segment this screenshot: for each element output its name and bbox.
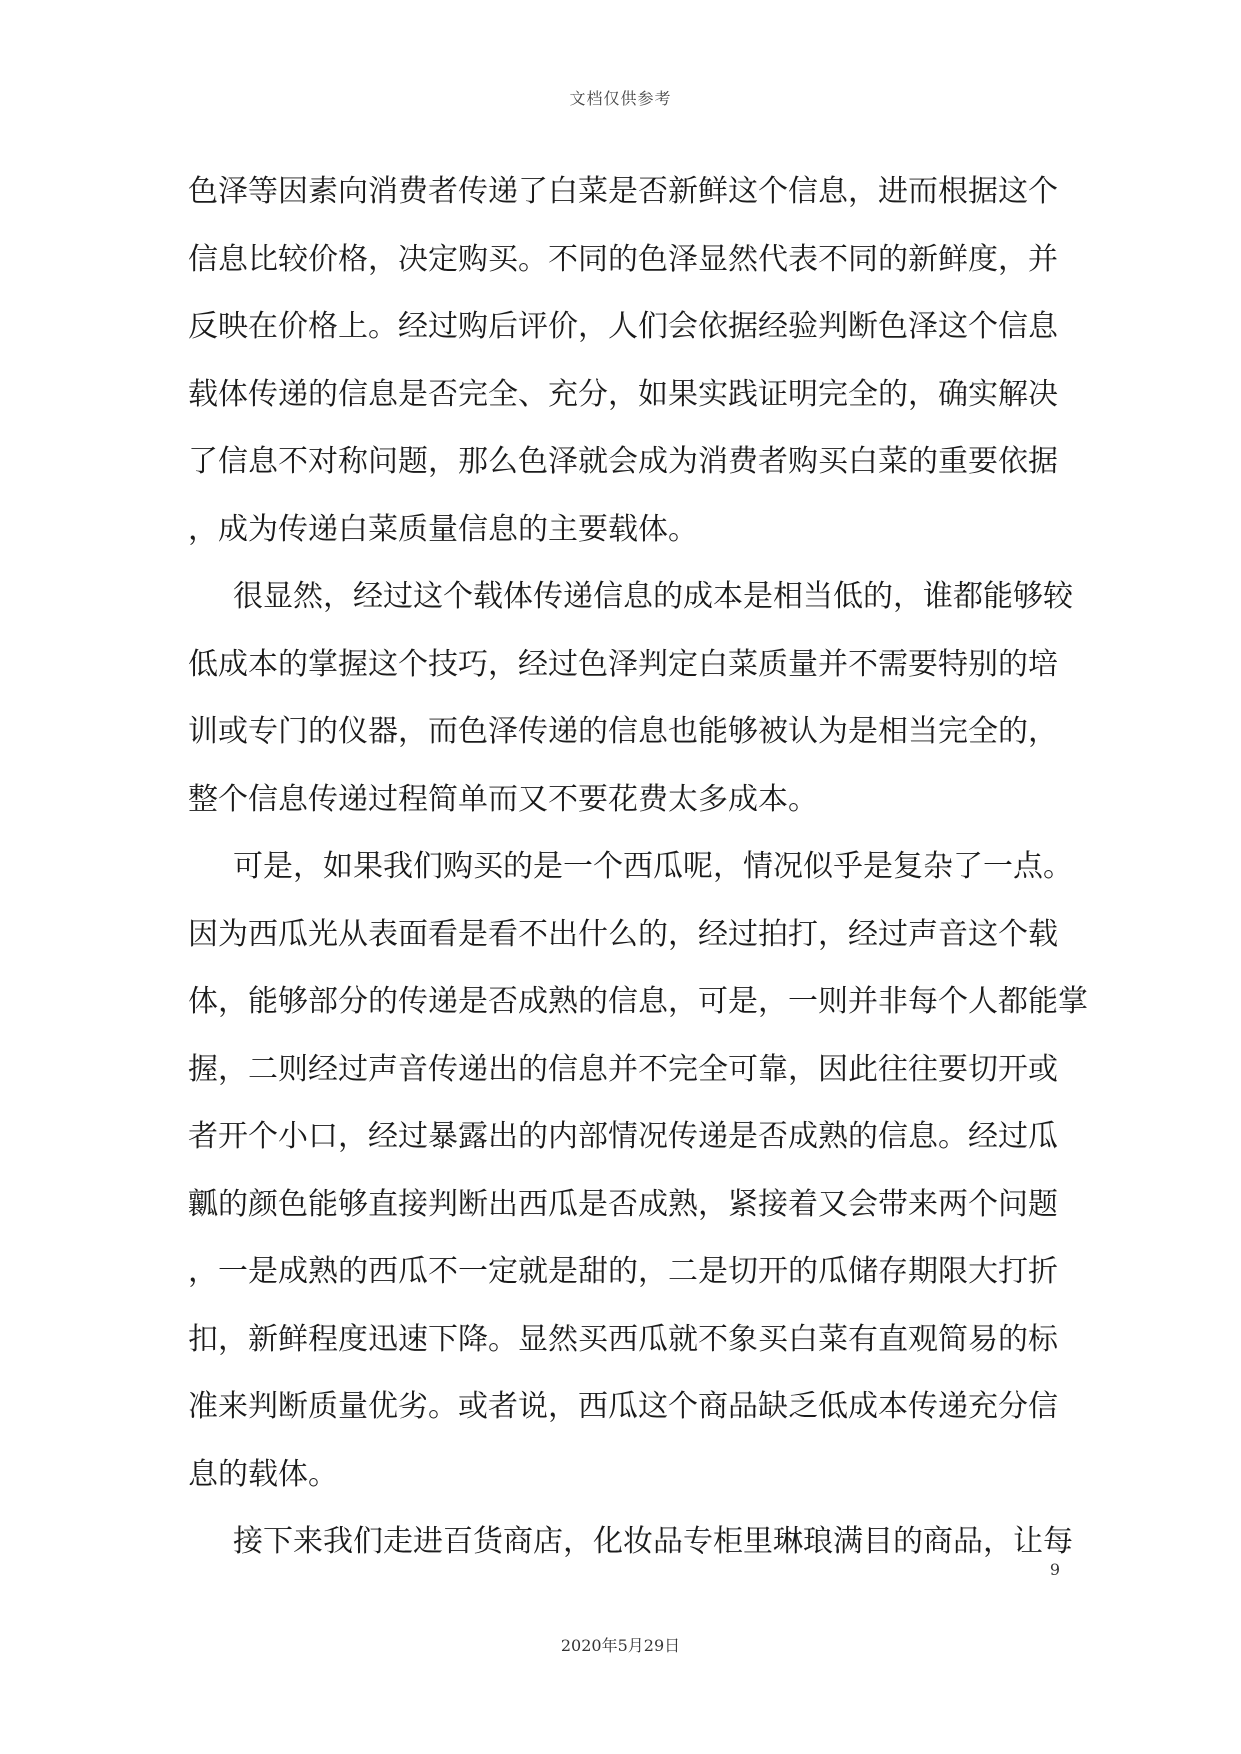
page-date: 2020年5月29日 bbox=[560, 1636, 681, 1655]
text-line: 低成本的掌握这个技巧，经过色泽判定白菜质量并不需要特别的培 bbox=[188, 646, 1058, 682]
text-line: 信息比较价格，决定购买。不同的色泽显然代表不同的新鲜度，并 bbox=[188, 241, 1058, 277]
text-line: 反映在价格上。经过购后评价，人们会依据经验判断色泽这个信息 bbox=[188, 309, 1058, 344]
text-line: 训或专门的仪器，而色泽传递的信息也能够被认为是相当完全的， bbox=[188, 714, 1058, 749]
paragraph-first-line: 接下来我们走进百货商店，化妆品专柜里琳琅满目的商品，让每 bbox=[233, 1524, 1073, 1559]
text-line: 扣，新鲜程度迅速下降。显然买西瓜就不象买白菜有直观简易的标 bbox=[188, 1321, 1058, 1357]
paragraph-first-line: 可是，如果我们购买的是一个西瓜呢，情况似乎是复杂了一点。 bbox=[233, 849, 1073, 884]
text-line: 握，二则经过声音传递出的信息并不完全可靠，因此往往要切开或 bbox=[188, 1051, 1058, 1087]
text-line: ，成为传递白菜质量信息的主要载体。 bbox=[188, 511, 698, 547]
text-line: 体，能够部分的传递是否成熟的信息，可是，一则并非每个人都能掌 bbox=[188, 984, 1088, 1019]
text-line: 息的载体。 bbox=[188, 1456, 338, 1492]
text-line: 载体传递的信息是否完全、充分，如果实践证明完全的，确实解决 bbox=[188, 376, 1058, 412]
text-line: 者开个小口，经过暴露出的内部情况传递是否成熟的信息。经过瓜 bbox=[188, 1119, 1058, 1154]
text-line: 整个信息传递过程简单而又不要花费太多成本。 bbox=[188, 781, 818, 817]
page-header: 文档仅供参考 bbox=[569, 89, 672, 108]
text-line: ，一是成熟的西瓜不一定就是甜的，二是切开的瓜储存期限大打折 bbox=[188, 1254, 1058, 1289]
text-line: 了信息不对称问题，那么色泽就会成为消费者购买白菜的重要依据 bbox=[188, 444, 1058, 479]
text-line: 色泽等因素向消费者传递了白菜是否新鲜这个信息，进而根据这个 bbox=[188, 174, 1058, 209]
page-number: 9 bbox=[1049, 1560, 1060, 1579]
paragraph-first-line: 很显然，经过这个载体传递信息的成本是相当低的，谁都能够较 bbox=[233, 579, 1073, 614]
text-line: 瓤的颜色能够直接判断出西瓜是否成熟，紧接着又会带来两个问题 bbox=[188, 1186, 1058, 1222]
text-line: 准来判断质量优劣。或者说，西瓜这个商品缺乏低成本传递充分信 bbox=[188, 1389, 1058, 1424]
text-line: 因为西瓜光从表面看是看不出什么的，经过拍打，经过声音这个载 bbox=[188, 916, 1058, 952]
document-body bbox=[188, 158, 1088, 1576]
